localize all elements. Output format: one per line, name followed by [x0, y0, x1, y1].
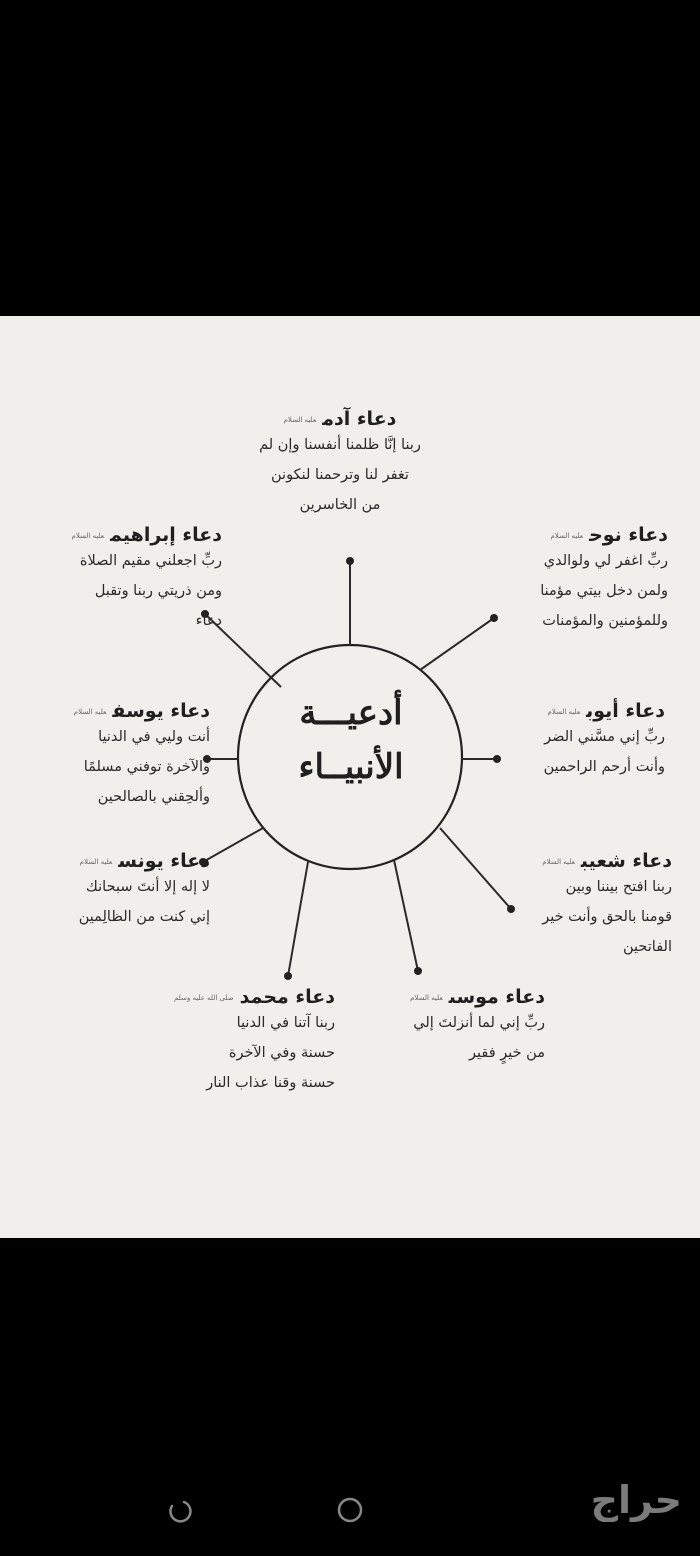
honorific: صلى الله عليه وسلم: [174, 993, 234, 1002]
home-icon[interactable]: [335, 1495, 365, 1525]
prayer-title-text: دعاء أيوب: [586, 700, 665, 722]
honorific: عليه السلام: [283, 415, 317, 424]
prayer-yunus: [30, 850, 210, 932]
center-title-line1: أدعيـــة: [299, 693, 403, 733]
prayer-line: لا إله إلا أنتَ سبحانك: [85, 879, 210, 895]
prayer-title: [365, 986, 545, 1008]
prayer-title: [22, 524, 222, 546]
honorific: عليه السلام: [550, 531, 584, 540]
prayer-musa: [365, 986, 545, 1068]
spoke-muhammad: [288, 862, 308, 976]
prayer-title: [490, 700, 665, 722]
prayer-title: [492, 850, 672, 872]
prayer-line: ربِّ إني لما أنزلتَ إلي: [413, 1015, 545, 1031]
dot-muhammad: [284, 972, 292, 980]
prayer-line: إني كنت من الظالِمين: [78, 909, 210, 925]
prayer-line: ربِّ اغفر لي ولوالدي: [543, 553, 668, 569]
spoke-yunus: [203, 828, 263, 862]
prayer-line: ربنا افتح بيننا وبين: [565, 879, 672, 895]
prayer-title-text: دعاء آدم: [322, 408, 397, 430]
spoke-nuh: [420, 618, 494, 670]
honorific: عليه السلام: [547, 707, 581, 716]
prayer-muhammad: [145, 986, 335, 1098]
prayer-line: تغفر لنا وترحمنا لنكونن: [271, 467, 409, 483]
prayer-line: وألحِقني بالصالحين: [97, 789, 210, 805]
honorific: عليه السلام: [71, 531, 105, 540]
spoke-musa: [394, 860, 418, 971]
prayer-line: ربِّ اجعلني مقيم الصلاة: [79, 553, 222, 569]
prayer-line: قومنا بالحق وأنت خير: [542, 909, 672, 925]
prayer-line: والآخرة توفني مسلمًا: [83, 759, 210, 775]
prayer-title-text: دعاء نوح: [589, 524, 668, 546]
prayer-shuayb: [492, 850, 672, 962]
prayer-line: حسنة وقنا عذاب النار: [206, 1075, 335, 1091]
honorific: عليه السلام: [73, 707, 107, 716]
prayer-line: حسنة وفي الآخرة: [228, 1045, 335, 1061]
prayer-line: وللمؤمنين والمؤمنات: [542, 613, 668, 629]
prayer-line: ربِّ إني مسَّني الضر: [544, 729, 665, 745]
prayer-title-text: دعاء إبراهيم: [110, 524, 222, 546]
prayer-line: أنت وليي في الدنيا: [98, 729, 210, 745]
prayer-line: وأنت أرحم الراحمين: [543, 759, 665, 775]
honorific: عليه السلام: [542, 857, 575, 866]
prayer-line: ربنا إنَّا ظلمنا أنفسنا وإن لم: [259, 437, 421, 453]
prayer-title: [30, 700, 210, 722]
prayer-title-text: دعاء محمد: [239, 986, 335, 1008]
honorific: عليه السلام: [410, 993, 443, 1002]
honorific: عليه السلام: [79, 857, 113, 866]
prayer-line: الفاتحين: [622, 939, 672, 955]
prayer-adam: [245, 408, 435, 520]
prayer-title: [145, 986, 335, 1008]
prayer-title-text: دعاء يونس: [118, 850, 210, 872]
prayer-line: من الخاسرين: [299, 497, 381, 513]
back-icon[interactable]: [164, 1496, 194, 1526]
prayer-title-text: دعاء شعيب: [580, 850, 672, 872]
prayer-line: ومن ذريتي ربنا وتقبل: [94, 583, 222, 599]
prayer-title: [245, 408, 435, 430]
prayer-title-text: دعاء موسى: [448, 986, 545, 1008]
center-title-line2: الأنبيــاء: [298, 747, 404, 787]
haraj-watermark: حراج: [590, 1478, 682, 1522]
prayer-line: دعاء: [195, 613, 222, 629]
dot-adam: [346, 557, 354, 565]
dot-musa: [414, 967, 422, 975]
prayer-title: [488, 524, 668, 546]
prayer-ibrahim: [22, 524, 222, 636]
center-title: [270, 686, 432, 794]
prayer-title: [30, 850, 210, 872]
prayer-line: ربنا آتنا في الدنيا: [236, 1015, 335, 1031]
prayer-line: ولمن دخل بيتي مؤمنا: [540, 583, 668, 599]
infographic-panel: [0, 316, 700, 1238]
prayer-nuh: [488, 524, 668, 636]
prayer-line: من خيرٍ فقير: [468, 1045, 545, 1061]
prayer-title-text: دعاء يوسف: [112, 700, 210, 722]
prayer-ayyub: [490, 700, 665, 782]
prayer-yusuf: [30, 700, 210, 812]
